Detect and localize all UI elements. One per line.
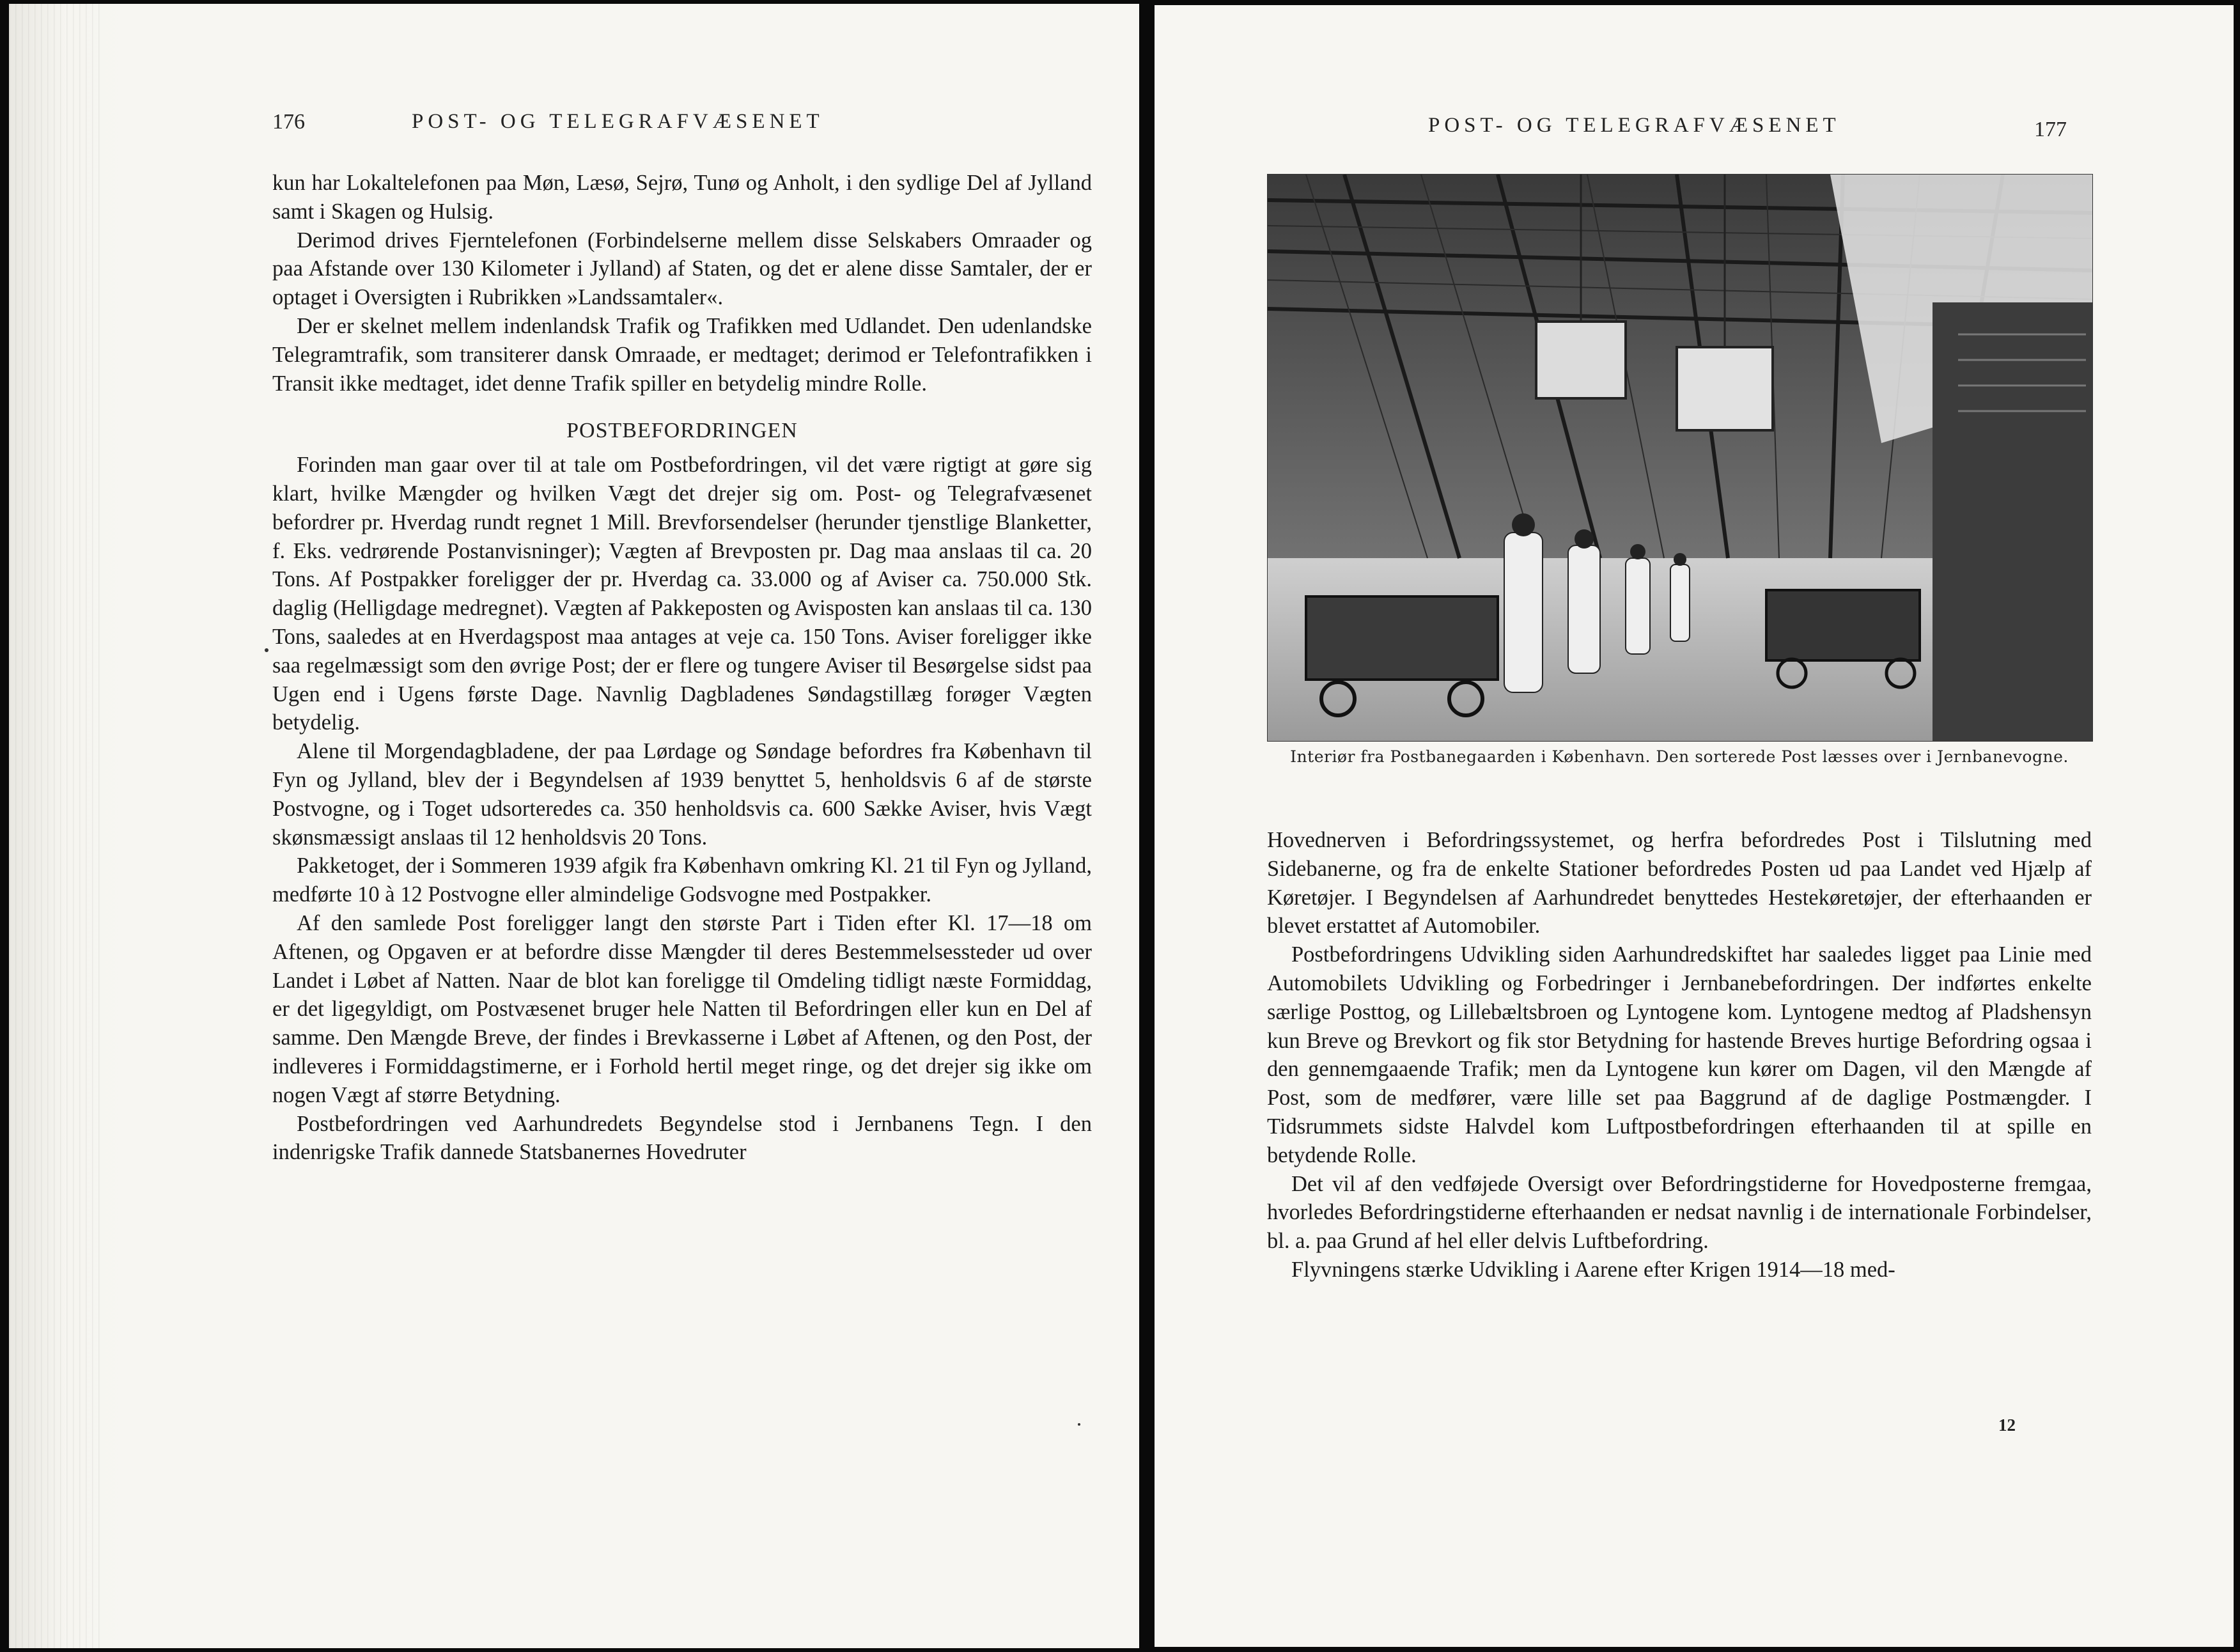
paragraph: Alene til Morgendagbladene, der paa Lørdage og Søndage befordres fra København til Fyn og Jylland, blev der i Begyndelsen af 1939 benyttet 5, henholdsvis 6 af de største Postvogne, og i Toget udsorteredes ca. 350 henholdsvis ca. 600 Sække Aviser, hvis Vægt skønsmæssigt anslaas til 12 henholdsvis 20 Tons.	[272, 739, 1092, 850]
right-body-text	[1267, 826, 2092, 1284]
paragraph: Hovednerven i Befordringssystemet, og herfra befordredes Post i Tilslutning med Sidebanerne, og fra de enkelte Stationer befordredes Posten ud paa Landet ved Hjælp af Køretøjer. I Begyndelsen af Aarhundredet benyttedes Hestekøretøjer, der efterhaanden er blevet erstattet af Automobiler.	[1267, 828, 2092, 939]
paragraph: Flyvningens stærke Udvikling i Aarene efter Krigen 1914—18 med-	[1291, 1257, 1895, 1282]
photo-caption: Interiør fra Postbanegaarden i København. Den sorterede Post læsses over i Jernbanevogne.	[1290, 747, 2069, 766]
page-number-left: 176	[272, 110, 305, 134]
margin-speck	[1078, 1423, 1080, 1426]
paragraph: Forinden man gaar over til at tale om Postbefordringen, vil det være rigtigt at gøre sig klart, hvilke Mængder og hvilken Vægt det drejer sig om. Post- og Telegrafvæsenet befordrer pr. Hverdag rundt regnet 1 Mill. Brevforsendelser (herunder tjenstlige Blanketter, f. Eks. vedrørende Postanvisninger); Vægten af Brevposten pr. Dag maa anslaas til ca. 20 Tons. Af Postpakker foreligger der pr. Hverdag ca. 33.000 og af Aviser ca. 750.000 Stk. daglig (Helligdage medregnet). Vægten af Pakkeposten og Avisposten kan anslaas til ca. 130 Tons, saaledes at en Hverdagspost maa antages at veje ca. 150 Tons. Aviser foreligger ikke saa regelmæssigt som den øvrige Post; der er flere og tungere Aviser til Besørgelse sidst paa Ugen end i Ugens første Dage. Navnlig Dagbladenes Søndagstillæg forøger Vægten betydelig.	[272, 453, 1092, 735]
right-page	[1155, 5, 2234, 1647]
paragraph: kun har Lokaltelefonen paa Møn, Læsø, Sejrø, Tunø og Anholt, i den sydlige Del af Jylland samt i Skagen og Hulsig.	[272, 171, 1092, 224]
running-head-right: POST- OG TELEGRAFVÆSENET	[1428, 114, 1840, 137]
photo-illustration	[1268, 175, 2092, 741]
paragraph: Der er skelnet mellem indenlandsk Trafik og Trafikken med Udlandet. Den udenlandske Telegramtrafik, som transiterer dansk Omraade, er medtaget; derimod er Telefontrafikken i Transit ikke medtaget, idet denne Trafik spiller en betydelig mindre Rolle.	[272, 313, 1092, 396]
paragraph: Det vil af den vedføjede Oversigt over Befordringstiderne for Hovedposterne fremgaa, hvorledes Befordringstiderne efterhaanden er nedsat navnlig i de internationale Forbindelser, bl. a. paa Grund af hel eller delvis Luftbefordring.	[1267, 1171, 2092, 1254]
paragraph: Postbefordringens Udvikling siden Aarhundredskiftet har saaledes ligget paa Linie med Automobilets Udvikling og Forbedringer i Jernbanebefordringen. Der indførtes enkelte særlige Posttog, og Lillebæltsbroen og Lyntogene kom. Lyntogene medtog af Pladshensyn kun Breve og Brevkort og fik stor Betydning for hastende Breves hurtige Befordring ogsaa i den gennemgaaende Trafik; men da Lyntogene kun kører om Dagen, vil den Mængde af Post, som de medfører, være lille set paa Baggrund af de daglige Postmængder. I Tidsrummets sidste Halvdel kom Luftpostbefordringen efterhaanden til at spille en betydende Rolle.	[1267, 942, 2092, 1167]
margin-speck	[265, 648, 268, 652]
page-number-right: 177	[2034, 118, 2067, 141]
signature-mark: 12	[1998, 1415, 2016, 1435]
left-page	[9, 4, 1139, 1648]
photograph-post-terminal-interior	[1267, 174, 2093, 742]
paragraph: Pakketoget, der i Sommeren 1939 afgik fra København omkring Kl. 21 til Fyn og Jylland, medførte 10 à 12 Postvogne eller almindelige Godsvogne med Postpakker.	[272, 853, 1092, 907]
paragraph: Derimod drives Fjerntelefonen (Forbindelserne mellem disse Selskabers Omraader og paa Afstande over 130 Kilometer i Jylland) af Staten, og det er alene disse Samtaler, der er optaget i Oversigten i Rubrikken »Landssamtaler«.	[272, 228, 1092, 310]
paragraph: Postbefordringen ved Aarhundredets Begyndelse stod i Jernbanens Tegn. I den indenrigske Trafik dannede Statsbanernes Hovedruter	[272, 1111, 1092, 1165]
section-heading: POSTBEFORDRINGEN	[566, 419, 798, 443]
left-body-text	[272, 169, 1092, 1167]
running-head-left: POST- OG TELEGRAFVÆSENET	[412, 110, 824, 133]
paragraph: Af den samlede Post foreligger langt den største Part i Tiden efter Kl. 17—18 om Aftenen, og Opgaven er at befordre disse Mængder til deres Bestemmelsessteder ud over Landet i Løbet af Natten. Naar de blot kan foreligge til Omdeling tidligt næste Formiddag, er det ligegyldigt, om Postvæsenet bruger hele Natten til Befordringen eller kun en Del af samme. Den Mængde Breve, der findes i Brevkasserne i Løbet af Aftenen, og den Post, der indleveres i Formiddagstimerne, er i Forhold hertil meget ringe, og det drejer sig ikke om nogen Vægt af større Betydning.	[272, 910, 1092, 1107]
